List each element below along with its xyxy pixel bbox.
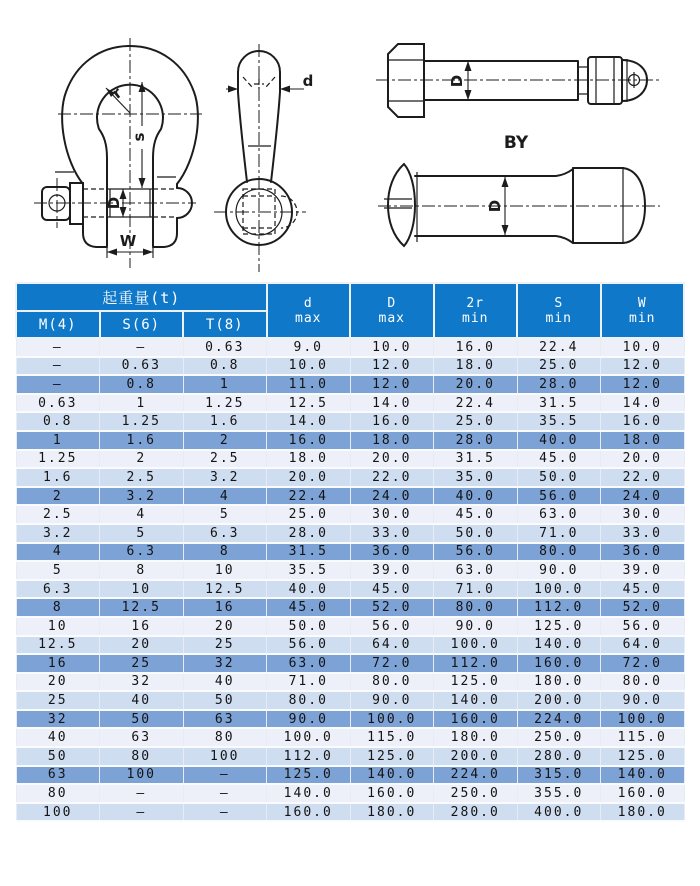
table-cell: 40 [16, 728, 100, 747]
table-cell: 72.0 [350, 654, 434, 673]
table-cell: 250.0 [434, 784, 518, 803]
table-cell: 0.63 [100, 357, 184, 376]
table-cell: 80.0 [517, 543, 601, 562]
table-cell: 40 [183, 673, 267, 692]
table-cell: – [183, 766, 267, 785]
table-cell: 6.3 [183, 524, 267, 543]
table-cell: 63.0 [267, 654, 351, 673]
table-cell: 64.0 [601, 636, 685, 655]
dimension-label-r: r [108, 83, 126, 103]
header-grade-t8: T(8) [183, 311, 267, 338]
table-cell: 25 [100, 654, 184, 673]
table-cell: 30.0 [601, 505, 685, 524]
table-cell: 16 [183, 598, 267, 617]
table-cell: 1 [100, 394, 184, 413]
table-cell: 1.25 [100, 412, 184, 431]
dimension-label-D-pin: D [486, 199, 504, 213]
table-cell: 56.0 [517, 487, 601, 506]
header-col-d-max [267, 283, 351, 338]
table-cell: 4 [16, 543, 100, 562]
table-cell: 0.8 [183, 357, 267, 376]
table-cell: 45.0 [434, 505, 518, 524]
table-cell: 71.0 [434, 580, 518, 599]
table-cell: 125.0 [267, 766, 351, 785]
table-cell: 39.0 [601, 561, 685, 580]
table-cell: 90.0 [350, 691, 434, 710]
shackle-side-view [214, 44, 313, 272]
dimension-label-D-front: D [105, 196, 123, 210]
table-cell: 32 [16, 710, 100, 729]
connector-label: BY [503, 133, 529, 153]
table-cell: 160.0 [267, 803, 351, 822]
table-cell: 0.63 [183, 338, 267, 357]
table-cell: 56.0 [267, 636, 351, 655]
table-cell: 40.0 [267, 580, 351, 599]
table-cell: 100.0 [601, 710, 685, 729]
table-cell: 22.4 [517, 338, 601, 357]
table-cell: 16.0 [350, 412, 434, 431]
table-cell: 56.0 [350, 617, 434, 636]
spec-table [15, 282, 685, 822]
table-cell: 35.0 [434, 468, 518, 487]
table-cell: 315.0 [517, 766, 601, 785]
table-cell: 3.2 [16, 524, 100, 543]
table-cell: 1 [183, 375, 267, 394]
table-row [16, 394, 684, 413]
table-cell: 100.0 [517, 580, 601, 599]
table-cell: 28.0 [267, 524, 351, 543]
table-cell: 36.0 [601, 543, 685, 562]
table-row [16, 505, 684, 524]
table-cell: 224.0 [434, 766, 518, 785]
table-cell: 80.0 [350, 673, 434, 692]
table-cell: 28.0 [517, 375, 601, 394]
table-cell: 112.0 [267, 747, 351, 766]
table-cell: 50.0 [517, 468, 601, 487]
table-cell: 32 [100, 673, 184, 692]
table-cell: – [183, 784, 267, 803]
table-cell: 1.6 [16, 468, 100, 487]
table-cell: 25 [183, 636, 267, 655]
table-cell: 14.0 [350, 394, 434, 413]
table-cell: 31.5 [517, 394, 601, 413]
table-cell: 10.0 [267, 357, 351, 376]
header-col-d: d [303, 295, 313, 311]
table-cell: 11.0 [267, 375, 351, 394]
table-cell: 8 [183, 543, 267, 562]
table-row [16, 747, 684, 766]
table-cell: 10 [16, 617, 100, 636]
table-cell: 12.5 [267, 394, 351, 413]
table-cell: – [16, 357, 100, 376]
table-cell: 100 [183, 747, 267, 766]
table-cell: 12.0 [350, 357, 434, 376]
table-cell: 20 [16, 673, 100, 692]
table-cell: – [100, 784, 184, 803]
table-cell: 45.0 [601, 580, 685, 599]
table-cell: 33.0 [601, 524, 685, 543]
table-cell: 140.0 [350, 766, 434, 785]
table-row [16, 450, 684, 469]
table-cell: 71.0 [517, 524, 601, 543]
table-cell: 180.0 [601, 803, 685, 822]
table-cell: 0.63 [16, 394, 100, 413]
dimension-label-D-bolt: D [448, 74, 466, 88]
table-cell: 125.0 [434, 673, 518, 692]
table-cell: 0.8 [100, 375, 184, 394]
table-cell: 14.0 [601, 394, 685, 413]
table-cell: 45.0 [517, 450, 601, 469]
table-cell: 20 [100, 636, 184, 655]
header-col-S-min [517, 283, 601, 338]
table-cell: 80 [16, 784, 100, 803]
table-cell: 2.5 [100, 468, 184, 487]
table-cell: 40 [100, 691, 184, 710]
table-cell: 71.0 [267, 673, 351, 692]
table-cell: 25 [16, 691, 100, 710]
table-cell: 18.0 [267, 450, 351, 469]
table-cell: 100.0 [350, 710, 434, 729]
table-row [16, 412, 684, 431]
table-cell: 280.0 [434, 803, 518, 822]
table-cell: 36.0 [350, 543, 434, 562]
table-row [16, 766, 684, 785]
header-col-2r-sub: min [462, 310, 489, 326]
table-cell: – [100, 338, 184, 357]
table-cell: 2 [183, 431, 267, 450]
table-cell: 20.0 [434, 375, 518, 394]
table-cell: 63.0 [434, 561, 518, 580]
table-cell: 35.5 [267, 561, 351, 580]
shackle-front-view [34, 38, 202, 268]
table-cell: 10 [100, 580, 184, 599]
table-cell: 63 [183, 710, 267, 729]
table-cell: 33.0 [350, 524, 434, 543]
table-cell: 160.0 [601, 784, 685, 803]
table-cell: 112.0 [517, 598, 601, 617]
table-cell: 3.2 [100, 487, 184, 506]
table-cell: 355.0 [517, 784, 601, 803]
table-cell: 18.0 [350, 431, 434, 450]
table-cell: 1.6 [183, 412, 267, 431]
table-cell: 20.0 [267, 468, 351, 487]
header-col-W-sub: min [629, 310, 656, 326]
table-cell: 112.0 [434, 654, 518, 673]
header-col-W: W [637, 295, 647, 311]
table-row [16, 691, 684, 710]
table-row [16, 673, 684, 692]
table-cell: 52.0 [350, 598, 434, 617]
table-cell: 224.0 [517, 710, 601, 729]
table-cell: 140.0 [517, 636, 601, 655]
table-cell: 90.0 [434, 617, 518, 636]
table-cell: 10.0 [350, 338, 434, 357]
table-cell: 16 [100, 617, 184, 636]
table-cell: 160.0 [434, 710, 518, 729]
table-cell: 6.3 [16, 580, 100, 599]
table-row [16, 524, 684, 543]
header-grade-m4: M(4) [16, 311, 100, 338]
table-cell: 8 [100, 561, 184, 580]
header-capacity-group: 起重量(t) [16, 283, 267, 311]
table-row [16, 487, 684, 506]
table-cell: 125.0 [350, 747, 434, 766]
table-row [16, 561, 684, 580]
table-cell: 45.0 [350, 580, 434, 599]
table-cell: 12.0 [350, 375, 434, 394]
table-cell: 35.5 [517, 412, 601, 431]
table-cell: 180.0 [517, 673, 601, 692]
table-cell: 125.0 [517, 617, 601, 636]
table-cell: 5 [100, 524, 184, 543]
table-cell: 50.0 [434, 524, 518, 543]
table-cell: 22.4 [434, 394, 518, 413]
shackle-drawing-svg [0, 0, 700, 282]
table-cell: 115.0 [350, 728, 434, 747]
table-cell: 50 [183, 691, 267, 710]
table-cell: 25.0 [267, 505, 351, 524]
table-cell: 140.0 [267, 784, 351, 803]
table-cell: 125.0 [601, 747, 685, 766]
table-cell: 50.0 [267, 617, 351, 636]
table-cell: 100 [100, 766, 184, 785]
table-row [16, 375, 684, 394]
table-cell: 80 [100, 747, 184, 766]
table-cell: 16.0 [267, 431, 351, 450]
table-row [16, 357, 684, 376]
table-cell: – [16, 338, 100, 357]
spec-table-wrap [0, 282, 700, 822]
table-cell: 50 [100, 710, 184, 729]
table-row [16, 654, 684, 673]
table-cell: 20.0 [350, 450, 434, 469]
table-cell: 12.5 [100, 598, 184, 617]
table-cell: 56.0 [434, 543, 518, 562]
table-cell: 22.0 [350, 468, 434, 487]
table-cell: 12.0 [601, 375, 685, 394]
table-cell: 5 [183, 505, 267, 524]
table-row [16, 784, 684, 803]
table-cell: 24.0 [350, 487, 434, 506]
header-col-d-sub: max [295, 310, 322, 326]
table-cell: 4 [100, 505, 184, 524]
table-cell: 63 [16, 766, 100, 785]
table-cell: 9.0 [267, 338, 351, 357]
table-cell: – [183, 803, 267, 822]
table-row [16, 636, 684, 655]
table-cell: 18.0 [434, 357, 518, 376]
table-cell: 8 [16, 598, 100, 617]
table-cell: 28.0 [434, 431, 518, 450]
table-cell: 12.5 [183, 580, 267, 599]
table-body [16, 338, 684, 821]
table-cell: 400.0 [517, 803, 601, 822]
table-cell: 52.0 [601, 598, 685, 617]
table-cell: – [16, 375, 100, 394]
table-cell: 50 [16, 747, 100, 766]
shackle-bolt-drawing [376, 44, 662, 117]
table-cell: 100.0 [434, 636, 518, 655]
table-cell: 18.0 [601, 431, 685, 450]
table-cell: 2.5 [183, 450, 267, 469]
table-cell: 1 [16, 431, 100, 450]
table-cell: 80.0 [434, 598, 518, 617]
table-cell: 100 [16, 803, 100, 822]
table-cell: 40.0 [517, 431, 601, 450]
dimension-label-W: W [119, 232, 137, 250]
table-row [16, 543, 684, 562]
table-cell: 20 [183, 617, 267, 636]
table-row [16, 580, 684, 599]
header-col-D-sub: max [378, 310, 405, 326]
table-cell: 80.0 [267, 691, 351, 710]
table-cell: 10.0 [601, 338, 685, 357]
table-row [16, 710, 684, 729]
table-cell: 0.8 [16, 412, 100, 431]
table-row [16, 338, 684, 357]
table-header [16, 283, 684, 338]
table-cell: 72.0 [601, 654, 685, 673]
table-cell: 2 [100, 450, 184, 469]
dimension-label-d: d [302, 72, 314, 90]
table-cell: 64.0 [350, 636, 434, 655]
table-cell: 16.0 [601, 412, 685, 431]
table-cell: 40.0 [434, 487, 518, 506]
table-cell: 115.0 [601, 728, 685, 747]
dimension-label-s: s [130, 132, 148, 142]
header-col-S: S [554, 295, 564, 311]
table-cell: 16.0 [434, 338, 518, 357]
table-cell: 30.0 [350, 505, 434, 524]
table-cell: 200.0 [517, 691, 601, 710]
table-cell: 25.0 [434, 412, 518, 431]
table-cell: 200.0 [434, 747, 518, 766]
table-cell: 63.0 [517, 505, 601, 524]
table-row [16, 617, 684, 636]
header-col-2r-min [434, 283, 518, 338]
table-cell: 32 [183, 654, 267, 673]
table-cell: 90.0 [601, 691, 685, 710]
table-cell: 1.25 [16, 450, 100, 469]
header-col-S-sub: min [545, 310, 572, 326]
table-cell: 45.0 [267, 598, 351, 617]
table-cell: 1.25 [183, 394, 267, 413]
header-col-2r: 2r [466, 295, 485, 311]
technical-drawing-area [0, 0, 700, 282]
header-grade-s6: S(6) [100, 311, 184, 338]
table-cell: 80.0 [601, 673, 685, 692]
table-cell: 160.0 [517, 654, 601, 673]
table-cell: 31.5 [267, 543, 351, 562]
table-cell: 1.6 [100, 431, 184, 450]
table-row [16, 468, 684, 487]
table-cell: – [100, 803, 184, 822]
table-cell: 160.0 [350, 784, 434, 803]
table-cell: 6.3 [100, 543, 184, 562]
header-col-W-min [601, 283, 685, 338]
table-cell: 24.0 [601, 487, 685, 506]
table-cell: 63 [100, 728, 184, 747]
table-cell: 5 [16, 561, 100, 580]
header-col-D-max [350, 283, 434, 338]
table-cell: 10 [183, 561, 267, 580]
table-cell: 12.0 [601, 357, 685, 376]
table-row [16, 728, 684, 747]
table-cell: 39.0 [350, 561, 434, 580]
table-cell: 140.0 [601, 766, 685, 785]
table-row [16, 598, 684, 617]
table-cell: 22.4 [267, 487, 351, 506]
header-col-D: D [387, 295, 397, 311]
table-cell: 22.0 [601, 468, 685, 487]
table-cell: 2 [16, 487, 100, 506]
table-cell: 250.0 [517, 728, 601, 747]
table-cell: 140.0 [434, 691, 518, 710]
table-row [16, 803, 684, 822]
table-cell: 56.0 [601, 617, 685, 636]
table-cell: 100.0 [267, 728, 351, 747]
table-cell: 180.0 [434, 728, 518, 747]
table-cell: 31.5 [434, 450, 518, 469]
table-cell: 20.0 [601, 450, 685, 469]
table-cell: 90.0 [517, 561, 601, 580]
table-cell: 25.0 [517, 357, 601, 376]
table-cell: 4 [183, 487, 267, 506]
shackle-pin-drawing [378, 164, 660, 246]
table-cell: 12.5 [16, 636, 100, 655]
table-cell: 3.2 [183, 468, 267, 487]
table-cell: 16 [16, 654, 100, 673]
table-cell: 280.0 [517, 747, 601, 766]
table-cell: 180.0 [350, 803, 434, 822]
table-cell: 2.5 [16, 505, 100, 524]
table-cell: 14.0 [267, 412, 351, 431]
table-cell: 80 [183, 728, 267, 747]
table-cell: 90.0 [267, 710, 351, 729]
table-row [16, 431, 684, 450]
